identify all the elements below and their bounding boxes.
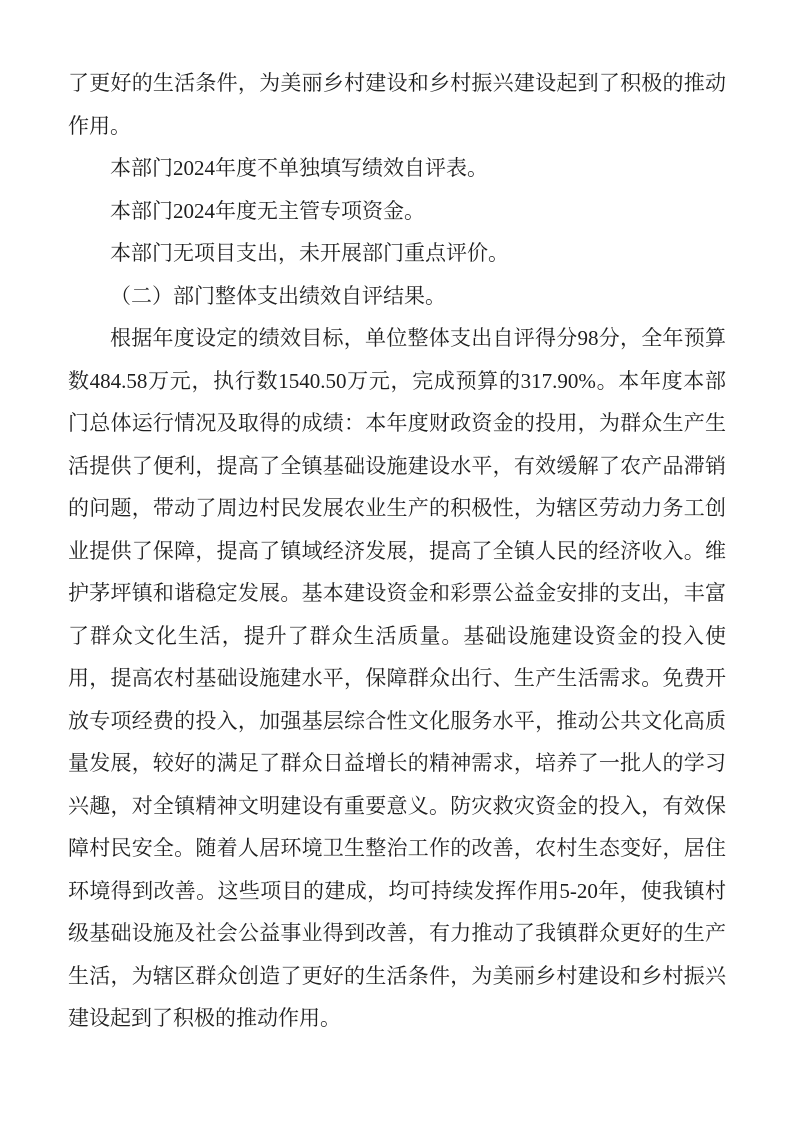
text-line: 环境得到改善。这些项目的建成，均可持续发挥作用5-20年，使我镇村 xyxy=(68,878,726,903)
text-block xyxy=(68,62,726,1040)
text-line: 生活，为辖区群众创造了更好的生活条件，为美丽乡村建设和乡村振兴 xyxy=(68,963,726,988)
text-line: 作用。 xyxy=(68,113,131,138)
text-line: 障村民安全。随着人居环境卫生整治工作的改善，农村生态变好，居住 xyxy=(68,836,726,860)
text-line: 业提供了保障，提高了镇域经济发展，提高了全镇人民的经济收入。维 xyxy=(68,538,726,563)
text-line: 数484.58万元，执行数1540.50万元，完成预算的317.90%。本年度本部 xyxy=(68,368,726,393)
text-line: 了群众文化生活，提升了群众生活质量。基础设施建设资金的投入使 xyxy=(68,623,726,648)
text-line: 护茅坪镇和谐稳定发展。基本建设资金和彩票公益金安排的支出，丰富 xyxy=(68,581,726,605)
text-line: 放专项经费的投入，加强基层综合性文化服务水平，推动公共文化高质 xyxy=(68,708,726,733)
text-line: 兴趣，对全镇精神文明建设有重要意义。防灾救灾资金的投入，有效保 xyxy=(68,793,726,818)
text-line: 的问题，带动了周边村民发展农业生产的积极性，为辖区劳动力务工创 xyxy=(68,496,726,520)
text-line: 建设起到了积极的推动作用。 xyxy=(68,1006,341,1030)
text-line: 本部门无项目支出，未开展部门重点评价。 xyxy=(110,241,509,265)
text-line: 活提供了便利，提高了全镇基础设施建设水平，有效缓解了农产品滞销 xyxy=(68,453,726,478)
text-line: 了更好的生活条件，为美丽乡村建设和乡村振兴建设起到了积极的推动 xyxy=(68,71,726,95)
text-line: 本部门2024年度无主管专项资金。 xyxy=(110,198,425,223)
text-line: 门总体运行情况及取得的成绩：本年度财政资金的投用，为群众生产生 xyxy=(68,411,726,435)
text-line: 用，提高农村基础设施建水平，保障群众出行、生产生活需求。免费开 xyxy=(68,666,726,690)
text-line: 级基础设施及社会公益事业得到改善，有力推动了我镇群众更好的生产 xyxy=(68,921,726,945)
text-line: 本部门2024年度不单独填写绩效自评表。 xyxy=(110,156,488,180)
text-line: （二）部门整体支出绩效自评结果。 xyxy=(110,283,446,308)
text-line: 根据年度设定的绩效目标，单位整体支出自评得分98分，全年预算 xyxy=(110,326,726,350)
text-line: 量发展，较好的满足了群众日益增长的精神需求，培养了一批人的学习 xyxy=(68,751,726,775)
